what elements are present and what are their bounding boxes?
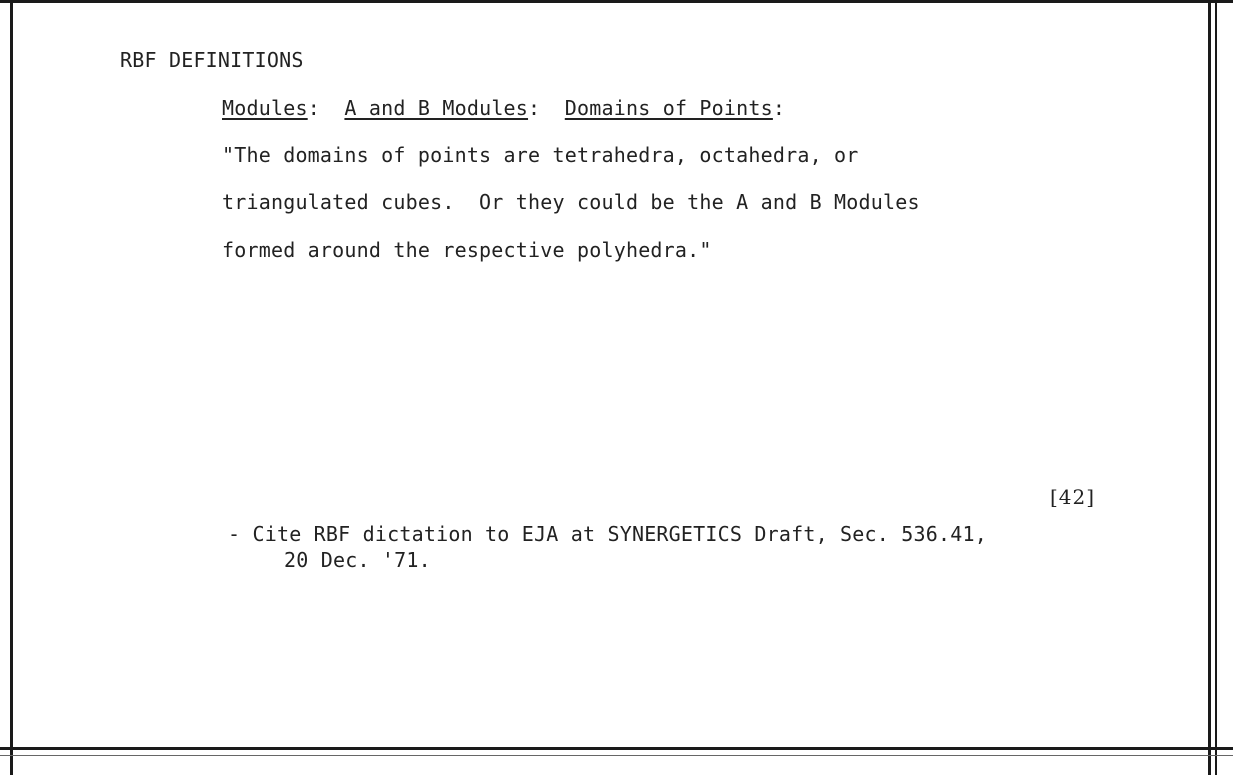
subheading-domains-of-points: Domains of Points (564, 96, 773, 120)
card-bottom-border (0, 747, 1233, 750)
quote-line-3: formed around the respective polyhedra." (222, 238, 712, 262)
card-top-border (0, 0, 1233, 3)
subheading-a-b-modules: A and B Modules (344, 96, 529, 120)
card-right-border (1208, 0, 1211, 775)
subheading-sep-1: : (307, 96, 345, 120)
citation-line-1: - Cite RBF dictation to EJA at SYNERGETICS Draft, Sec. 536.41, (228, 522, 987, 546)
card-left-border (10, 0, 13, 775)
next-card-edge (0, 755, 1233, 756)
card-subheading (222, 96, 785, 120)
subheading-sep-2: : (528, 96, 565, 120)
subheading-sep-3: : (772, 96, 786, 120)
citation-line-2: 20 Dec. '71. (284, 548, 431, 572)
quote-line-2: triangulated cubes. Or they could be the A and B Modules (222, 190, 920, 214)
subheading-modules: Modules (222, 96, 308, 120)
handwritten-section-note: [42] (1050, 485, 1096, 509)
card-heading: RBF DEFINITIONS (120, 48, 304, 72)
quote-line-1: "The domains of points are tetrahedra, octahedra, or (222, 143, 859, 167)
card-right-edge (1215, 0, 1217, 775)
